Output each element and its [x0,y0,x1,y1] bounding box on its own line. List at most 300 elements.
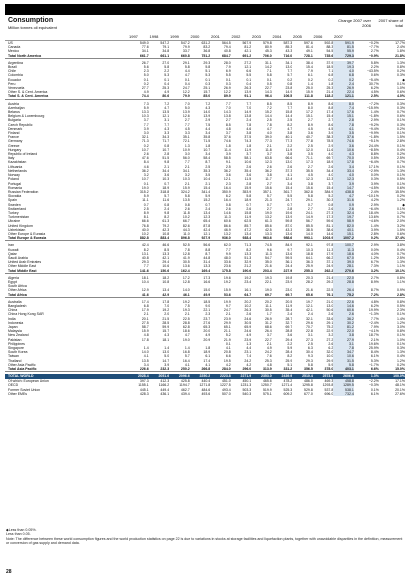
year-value: 61.3 [162,219,170,224]
year-value: 11.7 [265,177,272,182]
year-value: 34.1 [285,60,293,65]
row-label: Greece [8,143,20,148]
year-value: 66.2 [326,255,334,260]
year-value: 62.8 [182,325,190,329]
year-value: 22.7 [264,337,272,342]
year-value: 677.0 [304,391,313,396]
year-value: 25.3 [264,358,272,363]
year-value: 48.0 [223,255,231,260]
year-value: 20.5 [285,299,293,304]
year-value: 31.6 [333,198,354,202]
year-value: 5.8 [246,194,252,199]
change-value: 6.1% [370,391,379,396]
year-value: 284.0 [210,367,231,372]
change-value: 2.7% [370,49,379,54]
year-value: 10.7 [162,147,170,152]
year-value: 17.6 [333,110,354,114]
year-value: 35.5 [305,168,313,173]
year-value: 27.5 [141,320,149,325]
year-value: 10.7 [141,177,149,182]
year-value: 29.6 [305,320,313,325]
year-value: 7.1 [266,69,272,74]
year-value: 16.1 [244,288,252,293]
year-value: 28.8 [333,280,354,284]
year-value: 13.6 [285,251,293,256]
year-value: 8.9 [307,122,313,127]
change-value: 2.2% [370,65,379,70]
year-value: 3.6 [164,173,170,178]
row-label: OECD [8,383,19,388]
share-value: 0.1% [397,81,405,86]
year-value: 28.8 [285,329,293,334]
year-value: 20.8 [223,350,231,355]
change-value: −5.1% [368,139,379,144]
year-value: 4.6 [246,126,252,131]
year-value: 13.0 [162,350,170,355]
year-value: 12.3 [203,215,211,220]
row-label: India [8,316,16,321]
year-value: 10.6 [333,354,354,358]
share-value: 1.3% [397,60,405,65]
year-value: 5.5 [246,73,252,78]
year-value: 81.2 [244,45,252,50]
year-value: 37.5 [244,135,252,140]
row-label: New Zealand [8,333,29,338]
year-value: 30.5 [244,320,252,325]
year-value: 1.4 [184,346,190,351]
year-value: 16.4 [182,358,190,363]
year-value: 82.0 [333,224,354,228]
year-value: 79.4 [223,45,231,50]
year-value: 34.3 [162,135,170,140]
year-value: 661.7 [128,54,149,59]
footnote: Note: The difference between these world consumption figures and the world production statistics on page 22 is due to variations in stocks at storage facilities and liquefaction plants, together with unavoidable disparities in the definition, measurement or conversion of gas supply and demand data. [6,536,403,546]
year-value: 5.8 [307,362,313,367]
year-value: 0.1 [143,77,149,82]
change-value: −15.9% [366,105,379,110]
year-value: 4.4 [246,346,252,351]
year-value: 428.3 [139,391,149,396]
year-value: 8.2 [287,354,293,359]
row-label: Slovakia [8,194,22,199]
row-label: South Korea [8,350,28,355]
year-value: 19.2 [244,275,252,280]
share-value: 1.3% [397,350,405,355]
change-value: −1.3% [368,312,379,317]
year-value: 250.2 [169,367,190,372]
year-value: 65.3 [203,325,211,329]
change-value: 2.1% [370,337,379,342]
year-value: 0.1 [164,77,170,82]
year-value: 503.3 [242,387,252,392]
year-value: 13.0 [285,160,293,165]
year-value: 15.9 [223,288,231,293]
year-value: 190.6 [231,269,252,274]
year-value: 13.3 [244,251,252,256]
year-value: 11.8 [265,147,272,152]
year-value: 15.4 [203,185,211,190]
share-value: 0.5% [397,177,405,182]
year-value: 2.7 [184,118,190,123]
year-value: 65.4 [203,219,211,224]
year-value: 883.4 [149,236,170,241]
year-value: 15.4 [285,185,293,190]
change-value: 8.4% [370,350,379,355]
year-value: 3.7 [246,152,252,157]
year-value: 2.6 [328,206,334,211]
year-value: 28.4 [285,350,293,355]
year-value: 4.1 [333,127,354,131]
change-value: 4.0% [370,251,379,256]
year-value: 2.3 [143,69,149,74]
year-value: 36.2 [141,168,149,173]
year-value: 3.3 [164,131,170,136]
year-value: 597.6 [304,41,313,45]
year-value: 232.3 [149,367,170,372]
year-value: 7.8 [333,123,354,127]
year-value: 5.7 [287,73,293,78]
row-label: Czech Republic [8,122,33,127]
year-value: 3.6 [333,144,354,148]
year-value: 0.8 [164,143,170,148]
year-value: 25.9 [285,358,293,363]
year-value: 4.7 [266,126,272,131]
year-value: 10.3 [182,177,190,182]
year-value: 2.0 [164,312,170,317]
year-value: 62.0 [223,243,231,248]
year-value: 2.5 [225,164,231,169]
year-value: 29.3 [203,60,211,65]
year-value: 39.7 [333,61,354,65]
year-value: 8.9 [143,210,149,215]
year-value: 92.1 [305,243,313,248]
year-value: 8.9 [307,101,313,106]
year-value: 8.0 [307,105,313,110]
year-value: 4.9 [246,333,252,338]
year-value: 7.2 [164,101,170,106]
year-value: 8.0 [333,102,354,106]
share-value: 1.4% [397,316,405,321]
year-value: 46.9 [223,227,231,232]
year-value: 2.6 [225,206,231,211]
share-value: 0.5% [397,303,405,308]
share-value: ◆ [402,77,405,82]
year-value: 16.4 [223,185,231,190]
change-value: 1.2% [370,255,379,260]
year-value: 33.6 [326,316,334,321]
year-value: 27.3 [326,210,334,215]
year-value: 13.3 [264,231,272,236]
year-value: 0.7 [287,202,293,207]
year-value: 24.7 [223,308,231,313]
year-value: 58.5 [223,156,231,161]
year-value: 38.3 [326,135,334,140]
year-value: 18.9 [162,185,170,190]
year-value: 29.3 [305,358,313,363]
year-value: 4.7 [184,73,190,78]
change-value: 2.4% [370,189,379,194]
year-value: 37.3 [285,168,293,173]
year-value: 4.7 [184,333,190,338]
footnotes [6,528,404,546]
year-value: 226.6 [128,367,149,372]
year-value: 7.5 [205,122,211,127]
year-value: 341.4 [201,189,211,194]
year-value: 85.6 [264,223,272,228]
year-value: 4.5 [184,126,190,131]
year-value: 74.3 [244,139,252,144]
row-label: Brazil [8,65,17,70]
year-value: 7.3 [143,101,149,106]
year-value: 2.4 [205,206,211,211]
year-value: 0.4 [246,81,252,86]
year-value: 75.2 [326,325,334,329]
year-value: 1250.7 [261,383,272,388]
year-value: 75.2 [333,293,354,298]
year-value: 936.0 [210,236,231,241]
year-value: 74.6 [223,139,231,144]
year-value: 14.4 [264,114,272,119]
year-value: 19.0 [182,337,190,342]
year-value: 10.4 [203,177,211,182]
year-value: 7.9 [225,65,231,70]
share-value: 1.3% [397,168,405,173]
year-value: 37.1 [326,260,334,265]
year-value: 13.4 [162,288,170,293]
year-value: 30.4 [305,350,313,355]
year-value: 28.0 [223,60,231,65]
year-value: 0.7 [205,202,211,207]
year-value: 17.8 [333,160,354,164]
year-value: 85.5 [305,223,313,228]
year-value: 27.9 [333,338,354,342]
year-value: 2.4 [333,82,354,86]
year-value: 3.5 [307,152,313,157]
year-value: 2.6 [143,152,149,157]
row-label: Austria [8,101,19,106]
year-value: 3.8 [266,173,272,178]
year-value: 34.1 [141,49,149,54]
year-value: 13.9 [203,114,211,119]
year-value: 70.7 [305,325,313,329]
year-value: 4.8 [225,126,231,131]
footnote: Less than 0.05. [6,532,31,537]
row-label: Other Africa [8,288,27,293]
year-value: 4.2 [225,362,231,367]
year-value: 81.2 [333,325,354,329]
change-value: −8.5% [368,147,379,152]
year-value: 26.9 [223,86,231,91]
year-value: 963.6 [251,236,272,241]
year-value: 46.6 [162,243,170,248]
year-value: 36.2 [264,168,272,173]
year-value: 5.2 [328,194,334,199]
year-value: 4.1 [225,346,231,351]
year-value: 11.3 [333,248,354,252]
year-value: 0.2 [328,77,334,82]
year-value: 7.7 [287,105,293,110]
share-value: 10.1% [379,269,405,274]
year-value: 1166.2 [158,383,170,388]
year-value: 706.0 [251,54,272,59]
row-label: Kuwait [8,247,19,252]
year-value: 35.0 [264,260,272,265]
share-value: 3.2% [397,223,405,228]
year-value: 436.1 [160,391,170,396]
year-value: 41.6 [128,293,149,298]
year-header: 2002 [231,34,241,39]
year-value: 331.2 [272,367,293,372]
year-value: 2.6 [328,341,334,346]
year-value: 20.9 [203,337,211,342]
row-label: Turkmenistan [8,215,30,220]
year-value: 21.6 [264,264,272,269]
year-value: 1.3 [184,143,190,148]
year-value: 47.2 [244,227,252,232]
year-value: 36.3 [305,260,313,265]
year-value: 20.1 [141,316,149,321]
year-value: 14.2 [264,65,272,70]
year-value: 76.1 [313,293,334,298]
year-value: 3.7 [225,131,231,136]
year-value: 11.6 [326,147,334,152]
change-header: Change 2007 over 2006 [338,18,371,28]
year-header: 2006 [313,34,323,39]
year-value: 15.4 [326,114,334,119]
year-value: 22.1 [203,308,211,313]
year-value: 27.2 [326,337,334,342]
share-value: 0.7% [397,215,405,220]
year-value: 7.7 [143,264,149,269]
year-value: 22.0 [333,329,354,333]
share-value: 2.8% [379,293,405,298]
year-value: 17.8 [141,337,149,342]
year-value: 547.2 [160,41,170,45]
year-value: 735.6 [313,54,334,59]
year-value: 46.1 [169,293,190,298]
year-value: 2.5 [266,118,272,123]
change-value: 2.9% [370,243,379,248]
year-value: 5.7 [266,194,272,199]
year-value: 2.7 [307,118,313,123]
year-value: 25.1 [203,86,211,91]
row-label: Canada [8,45,21,50]
year-value: 23.9 [223,316,231,321]
year-value: 5.7 [164,194,170,199]
year-value: 33.4 [333,169,354,173]
row-label: Bangladesh [8,303,27,308]
year-value: 0.7 [246,202,252,207]
year-value: 11.9 [244,215,252,220]
year-value: 9.0 [205,303,211,308]
row-label: Norway [8,173,20,178]
year-value: 493.6 [201,391,211,396]
year-value: 4.0 [266,131,272,136]
year-value: 9.7 [287,247,293,252]
year-value: 12.1 [305,303,313,308]
year-value: 1194.7 [179,383,190,388]
year-value: 478.2 [283,379,293,384]
year-value: 7.0 [164,303,170,308]
year-value: 2.1 [205,181,211,186]
year-value: 0.2 [333,78,354,82]
row-label: United Kingdom [8,223,33,228]
year-value: 13.0 [285,65,293,70]
year-value: 12.3 [326,177,334,182]
year-header: 2007 [334,34,343,39]
change-value: 17.1% [368,164,379,169]
year-value: 33.7 [182,49,190,54]
year-value: 2.8 [287,206,293,211]
year-value: 41.9 [182,255,190,260]
change-value: −0.3% [368,383,379,388]
year-value: 8.5 [225,122,231,127]
section-title: Consumption [8,17,54,24]
year-value: 2.4 [164,206,170,211]
row-label: Algeria [8,275,19,280]
year-value: 111.8 [292,94,313,99]
year-value: 65.6 [292,293,313,298]
row-label: Iran [8,243,15,248]
row-label: Netherlands [8,168,27,173]
year-value: 11.1 [142,198,149,203]
share-value: 1.0% [397,337,405,342]
year-value: 2.1 [266,341,272,346]
year-value: 162.4 [169,269,190,274]
year-value: 43.3 [285,227,293,232]
year-value: 62.5 [244,219,252,224]
year-value: 17.2 [305,110,313,115]
year-value: 3.8 [333,333,354,337]
year-value: 6.6 [225,354,231,359]
share-value: 0.3% [397,122,405,127]
year-value: 18.9 [203,350,211,355]
change-value: −9.4% [368,126,379,131]
change-value: 0.0% [370,247,379,252]
row-label: Azerbaijan [8,105,25,110]
row-label: Ecuador [8,77,22,82]
year-value: 12.3 [333,177,354,181]
year-value: 58.9 [333,219,354,223]
year-value: 4.8 [143,333,149,338]
year-value: 12.3 [264,160,272,165]
year-value: 3.6 [246,173,252,178]
year-value: 3.8 [246,131,252,136]
year-value: 31.1 [264,60,272,65]
year-value: 11.6 [162,198,170,203]
year-value: 2223.8 [210,374,231,379]
change-value: −0.2% [368,41,379,45]
year-value: 19.3 [182,308,190,313]
year-value: 24.4 [285,264,293,269]
year-value: 0.1 [225,77,231,82]
year-value: 42.9 [149,293,170,298]
change-value: 8.7% [370,288,379,293]
year-value: 52.5 [182,243,190,248]
year-value: 69.7 [326,156,334,161]
year-value: 65.1 [223,325,231,329]
year-value: 549.0 [139,41,149,45]
change-value: 19.9% [368,308,379,313]
year-value: 357.1 [262,189,272,194]
row-label: Republic of Ireland [8,152,38,157]
year-value: 22.5 [326,288,334,293]
year-value: 6.6 [246,69,252,74]
year-value: 2.1 [184,312,190,317]
year-value: 5.2 [225,333,231,338]
year-value: 3.2 [328,333,334,338]
year-value: 32.9 [244,260,252,265]
